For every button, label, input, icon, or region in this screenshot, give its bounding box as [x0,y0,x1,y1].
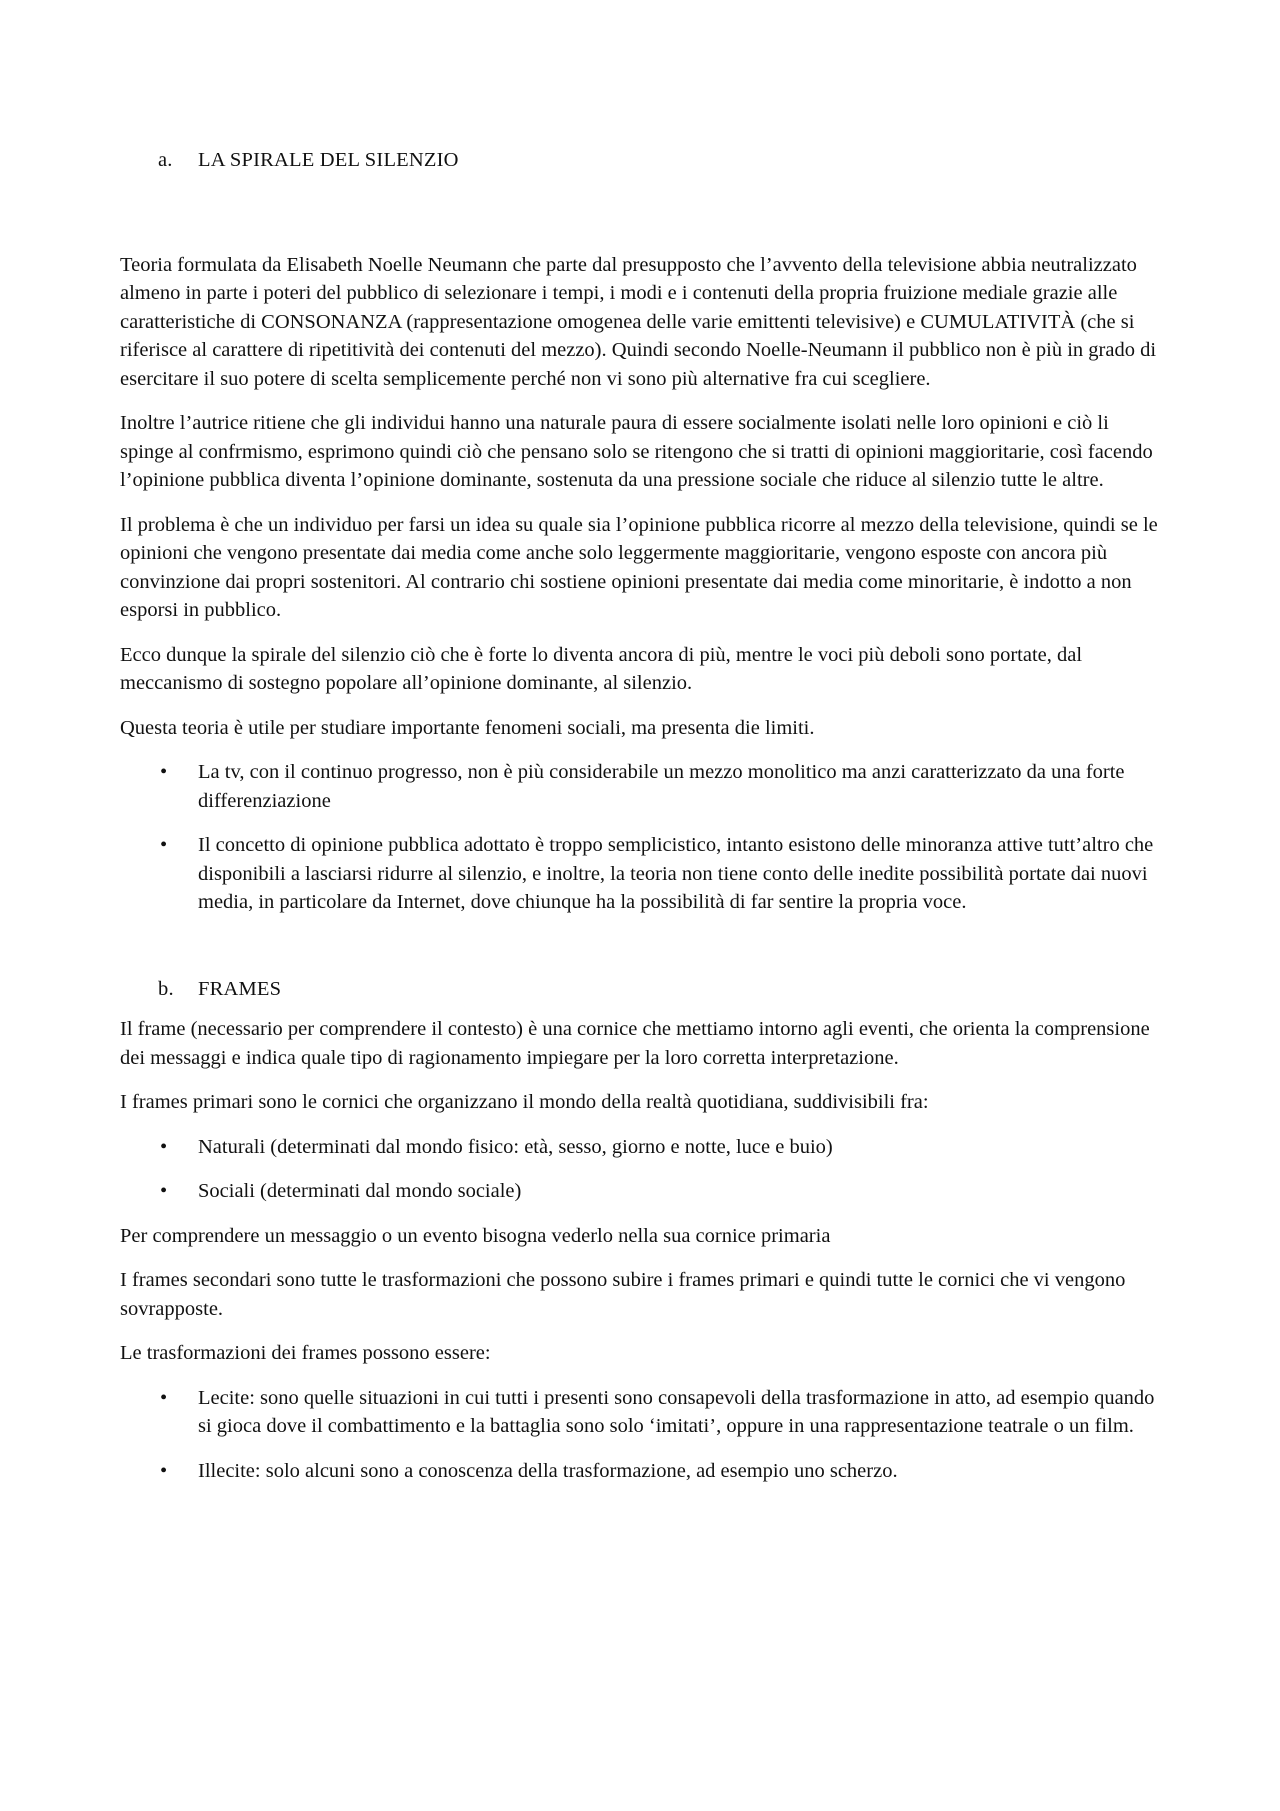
list-item-text: Il concetto di opinione pubblica adottato è troppo semplicistico, intanto esistono delle minoranza attive tutt’altro che disponibili a lasciarsi ridurre al silenzio, e inoltre, la teoria non tiene conto delle inedite possibilità portate dai nuovi media, in particolare da Internet, dove chiunque ha la possibilità di far sentire la propria voce. [198,834,1154,913]
limits-list [120,758,1166,917]
list-item-text: Illecite: solo alcuni sono a conoscenza della trasformazione, ad esempio uno scherzo. [198,1459,898,1482]
paragraph: Il problema è che un individuo per farsi un idea su quale sia l’opinione pubblica ricorre al mezzo della televisione, quindi se le opinioni che vengono presentate dai media come anche solo leggermente maggioritarie, vengono esposte con ancora più convinzione dai propri sostenitori. Al contrario chi sostiene opinioni presentate dai media come minoritarie, è indotto a non esporsi in pubblico. [120,513,1158,621]
bullet-icon: • [160,1386,168,1409]
section-b-marker: b. [158,977,174,1000]
section-a-title: LA SPIRALE DEL SILENZIO [198,149,459,171]
paragraph: I frames primari sono le cornici che organizzano il mondo della realtà quotidiana, suddivisibili fra: [120,1091,929,1113]
bullet-icon: • [160,1459,168,1482]
document-page [120,146,1166,1501]
paragraph: Per comprendere un messaggio o un evento bisogna vederlo nella sua cornice primaria [120,1224,831,1247]
list-item [120,1177,1166,1206]
section-b-heading [120,975,1166,1004]
section-a-marker: a. [158,149,173,171]
paragraph: Questa teoria è utile per studiare importante fenomeni sociali, ma presenta die limiti. [120,716,815,739]
list-item-text: Naturali (determinati dal mondo fisico: età, sesso, giorno e notte, luce e buio) [198,1135,833,1158]
bullet-icon: • [160,1135,168,1158]
bullet-icon: • [160,834,168,856]
primary-frames-list [120,1133,1166,1206]
list-item [120,1457,1166,1486]
list-item [120,1133,1166,1162]
list-item [120,758,1166,815]
paragraph: Le trasformazioni dei frames possono essere: [120,1342,491,1364]
list-item-text: La tv, con il continuo progresso, non è più considerabile un mezzo monolitico ma anzi caratterizzato da una forte differenziazione [198,761,1125,812]
list-item-text: Lecite: sono quelle situazioni in cui tutti i presenti sono consapevoli della trasformazione in atto, ad esempio quando si gioca dove il combattimento e la battaglia sono solo ‘imitati’, oppure in una rappresentazione teatrale o un film. [198,1386,1155,1437]
paragraph: Ecco dunque la spirale del silenzio ciò che è forte lo diventa ancora di più, mentre le voci più deboli sono portate, dal meccanismo di sostegno popolare all’opinione dominante, al silenzio. [120,643,1083,694]
paragraph: Teoria formulata da Elisabeth Noelle Neumann che parte dal presupposto che l’avvento della televisione abbia neutralizzato almeno in parte i poteri del pubblico di selezionare i tempi, i modi e i contenuti della propria fruizione mediale grazie alle caratteristiche di CONSONANZA (rappresentazione omogenea delle varie emittenti televisive) e CUMULATIVITÀ (che si riferisce al carattere di ripetitività dei contenuti del mezzo). Quindi secondo Noelle-Neumann il pubblico non è più in grado di esercitare il suo potere di scelta semplicemente perché non vi sono più alternative fra cui scegliere. [120,253,1157,390]
paragraph: I frames secondari sono tutte le trasformazioni che possono subire i frames primari e quindi tutte le cornici che vi vengono sovrapposte. [120,1269,1126,1320]
bullet-icon: • [160,1180,168,1202]
paragraph: Il frame (necessario per comprendere il contesto) è una cornice che mettiamo intorno agli eventi, che orienta la comprensione dei messaggi e indica quale tipo di ragionamento impiegare per la loro corretta interpretazione. [120,1018,1150,1069]
section-b-title: FRAMES [198,977,282,1000]
list-item [120,1384,1166,1441]
transformations-list [120,1384,1166,1486]
paragraph: Inoltre l’autrice ritiene che gli individui hanno una naturale paura di essere socialmente isolati nelle loro opinioni e ciò li spinge al confrmismo, esprimono quindi ciò che pensano solo se ritengono che si tratti di opinioni maggioritarie, così facendo l’opinione pubblica diventa l’opinione dominante, sostenuta da una pressione sociale che riduce al silenzio tutte le altre. [120,412,1153,491]
list-item-text: Sociali (determinati dal mondo sociale) [198,1180,522,1202]
list-item [120,831,1166,917]
section-a-heading [120,146,1166,175]
bullet-icon: • [160,761,168,783]
